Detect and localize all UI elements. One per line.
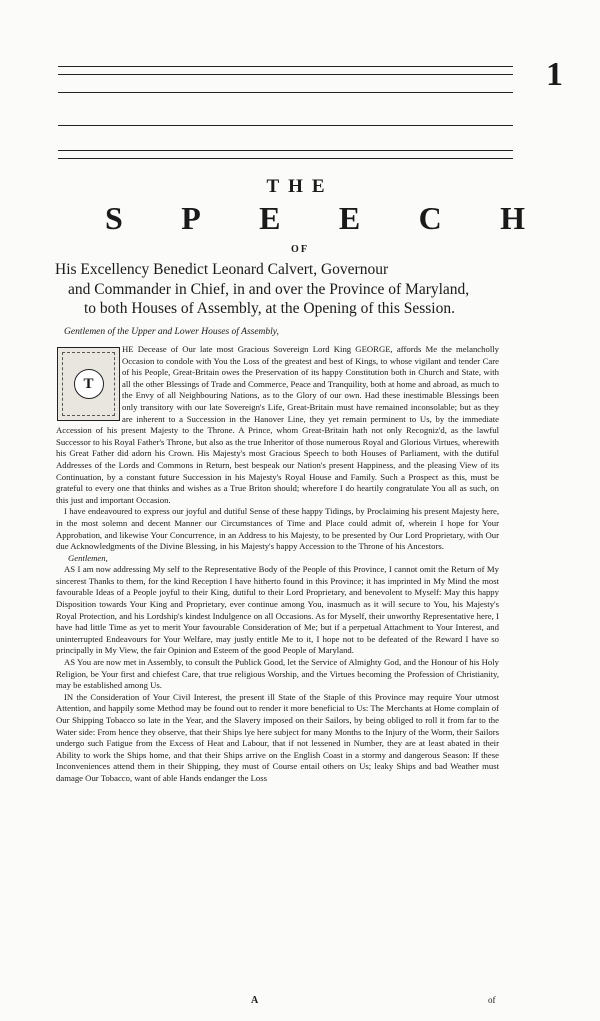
drop-cap-letter: T (74, 369, 104, 399)
title-letter: H (500, 200, 525, 236)
title-letter: C (418, 200, 442, 236)
rule (58, 150, 513, 151)
title-line-2: and Commander in Chief, in and over the Province of Maryland, (68, 281, 470, 298)
title-speech (105, 200, 525, 237)
rule (58, 125, 513, 126)
speech-body (56, 344, 499, 785)
salutation: Gentlemen of the Upper and Lower Houses of Assembly, (64, 327, 279, 337)
title-letter: S (105, 200, 123, 236)
title-letter: E (338, 200, 361, 236)
title-the: THE (266, 176, 334, 197)
drop-cap-space (56, 344, 122, 419)
rule (58, 158, 513, 159)
top-rule (58, 66, 513, 67)
catchword: of (488, 995, 496, 1005)
signature-mark: A (251, 995, 259, 1006)
rule (58, 92, 513, 93)
title-line-1: His Excellency Benedict Leonard Calvert, Governour (55, 261, 389, 278)
paragraph: I have endeavoured to express our joyful and dutiful Sense of these happy Tidings, by Proclaiming his present Majesty here, in the most solemn and decent Manner our Circumstances of Time and Place could admit of, wherein I hope for Your Approbation, and likewise Your Concurrence, in an Address to his Majesty, to be presented by Our Lord Proprietary, with Our due Acknowledgments of the Divine Blessing, in his Majesty's happy Accession to the Throne of his Ancestors. (56, 506, 499, 552)
title-letter: P (181, 200, 201, 236)
title-of: OF (291, 244, 309, 255)
top-rule-inner (58, 74, 513, 75)
title-letter: E (259, 200, 281, 236)
title-line-3: to both Houses of Assembly, at the Opening of this Session. (84, 300, 455, 317)
page-number: 1 (546, 56, 563, 93)
sub-salutation: Gentlemen, (68, 552, 108, 563)
paragraph: AS You are now met in Assembly, to consult the Publick Good, let the Service of Almighty God, and the Honour of his Holy Religion, be Your first and chiefest Care, that true religious Worship, and the Virtues becoming the Profession of Christianity, may be established among Us. (56, 657, 499, 691)
paragraph: HE Decease of Our late most Gracious Sovereign Lord King GEORGE, affords Me the melancholly Occasion to condole with You the Loss of the greatest and best of Kings, to whose vigilant and tender Care of his People, Great-Britain owes the Preservation of its happy Constitution both in Church and State, with all the other Blessings of Trade and Commerce, Peace and Tranquility, both at home and abroad, as much to the Envy of all Neighbouring Nations, as to the Glory of our own. Had these inestimable Blessings been only transitory with our late Sovereign's Life, Great-Britain must have remained inconsolable; but as they are inherent to a Succession in the Hanover Line, they yet remain perminent to Us, by the immediate Accession of his present Majesty to the Throne. A Prince, whom Great-Britain hath not only Recogniz'd, as the lawful Successor to his Royal Father's Throne, but also as the true Inheritor of those numerous Royal and Glorious Virtues, wherewith his Great Father did adorn his Crown. His Majesty's most Gracious Speech to both Houses of Parliament, with the dutiful Addresses of the Lords and Commons in Return, best bespeak our Nation's present Happiness, and the pleasing View of its Continuation, by a constant future Succession in his Majesty's Royal House and Family. Such a Prospect as this, must be grateful to every one that thinks and wishes as a True Briton should; wherefore I do heartily congratulate You all as such, on this just and important Occasion. (56, 344, 499, 505)
paragraph: AS I am now addressing My self to the Representative Body of the People of this Province, I cannot omit the Return of My sincerest Thanks to them, for the kind Reception I have hitherto found in this Province; it has imprinted in My Mind the most favourable Ideas of a People joyful to their King, dutiful to their Lord Proprietary, and benevolent to Myself: May this happy Disposition towards Your King and Proprietary, ever continue among You, inasmuch as it will secure to You, his Majesty's Royal Protection, and his Lordship's kindest Indulgence on all Occasions. As for Myself, their unworthy Representative here, I have had little Time as yet to merit Your favourable Consideration of Me; but if a perpetual Attachment to Your Interest, and uninterrupted Endeavours for Your Welfare, may justly entitle Me to it, I hope not to be defeated of the Reward I have so principally in My View, the fair Opinion and Esteem of the good People of Maryland. (56, 564, 499, 656)
paragraph: IN the Consideration of Your Civil Interest, the present ill State of the Staple of this Province may require Your utmost Attention, and happily some Method may be found out to render it more beneficial to Us: The Merchants at Home complain of Our Shipping Tobacco so late in the Year, and the Slavery imposed on their Sailors, by being obliged to roll it from far to the Water side: From hence they observe, that their Ships lye here subject for many Months to the Injury of the Worm, their Sailors undergo such Fatigue from the Excess of Heat and Labour, that if not lessened in Number, they are at least abated in their Ability to work the Ships home, and that their Ships arrive on the English Coast in a stormy and dangerous Season: If these Inconveniences attend them in their Shipping, they must of Course entail others on Us; leaky Ships and bad Weather must damage Our Tobacco, want of able Hands endanger the Loss (56, 691, 499, 783)
